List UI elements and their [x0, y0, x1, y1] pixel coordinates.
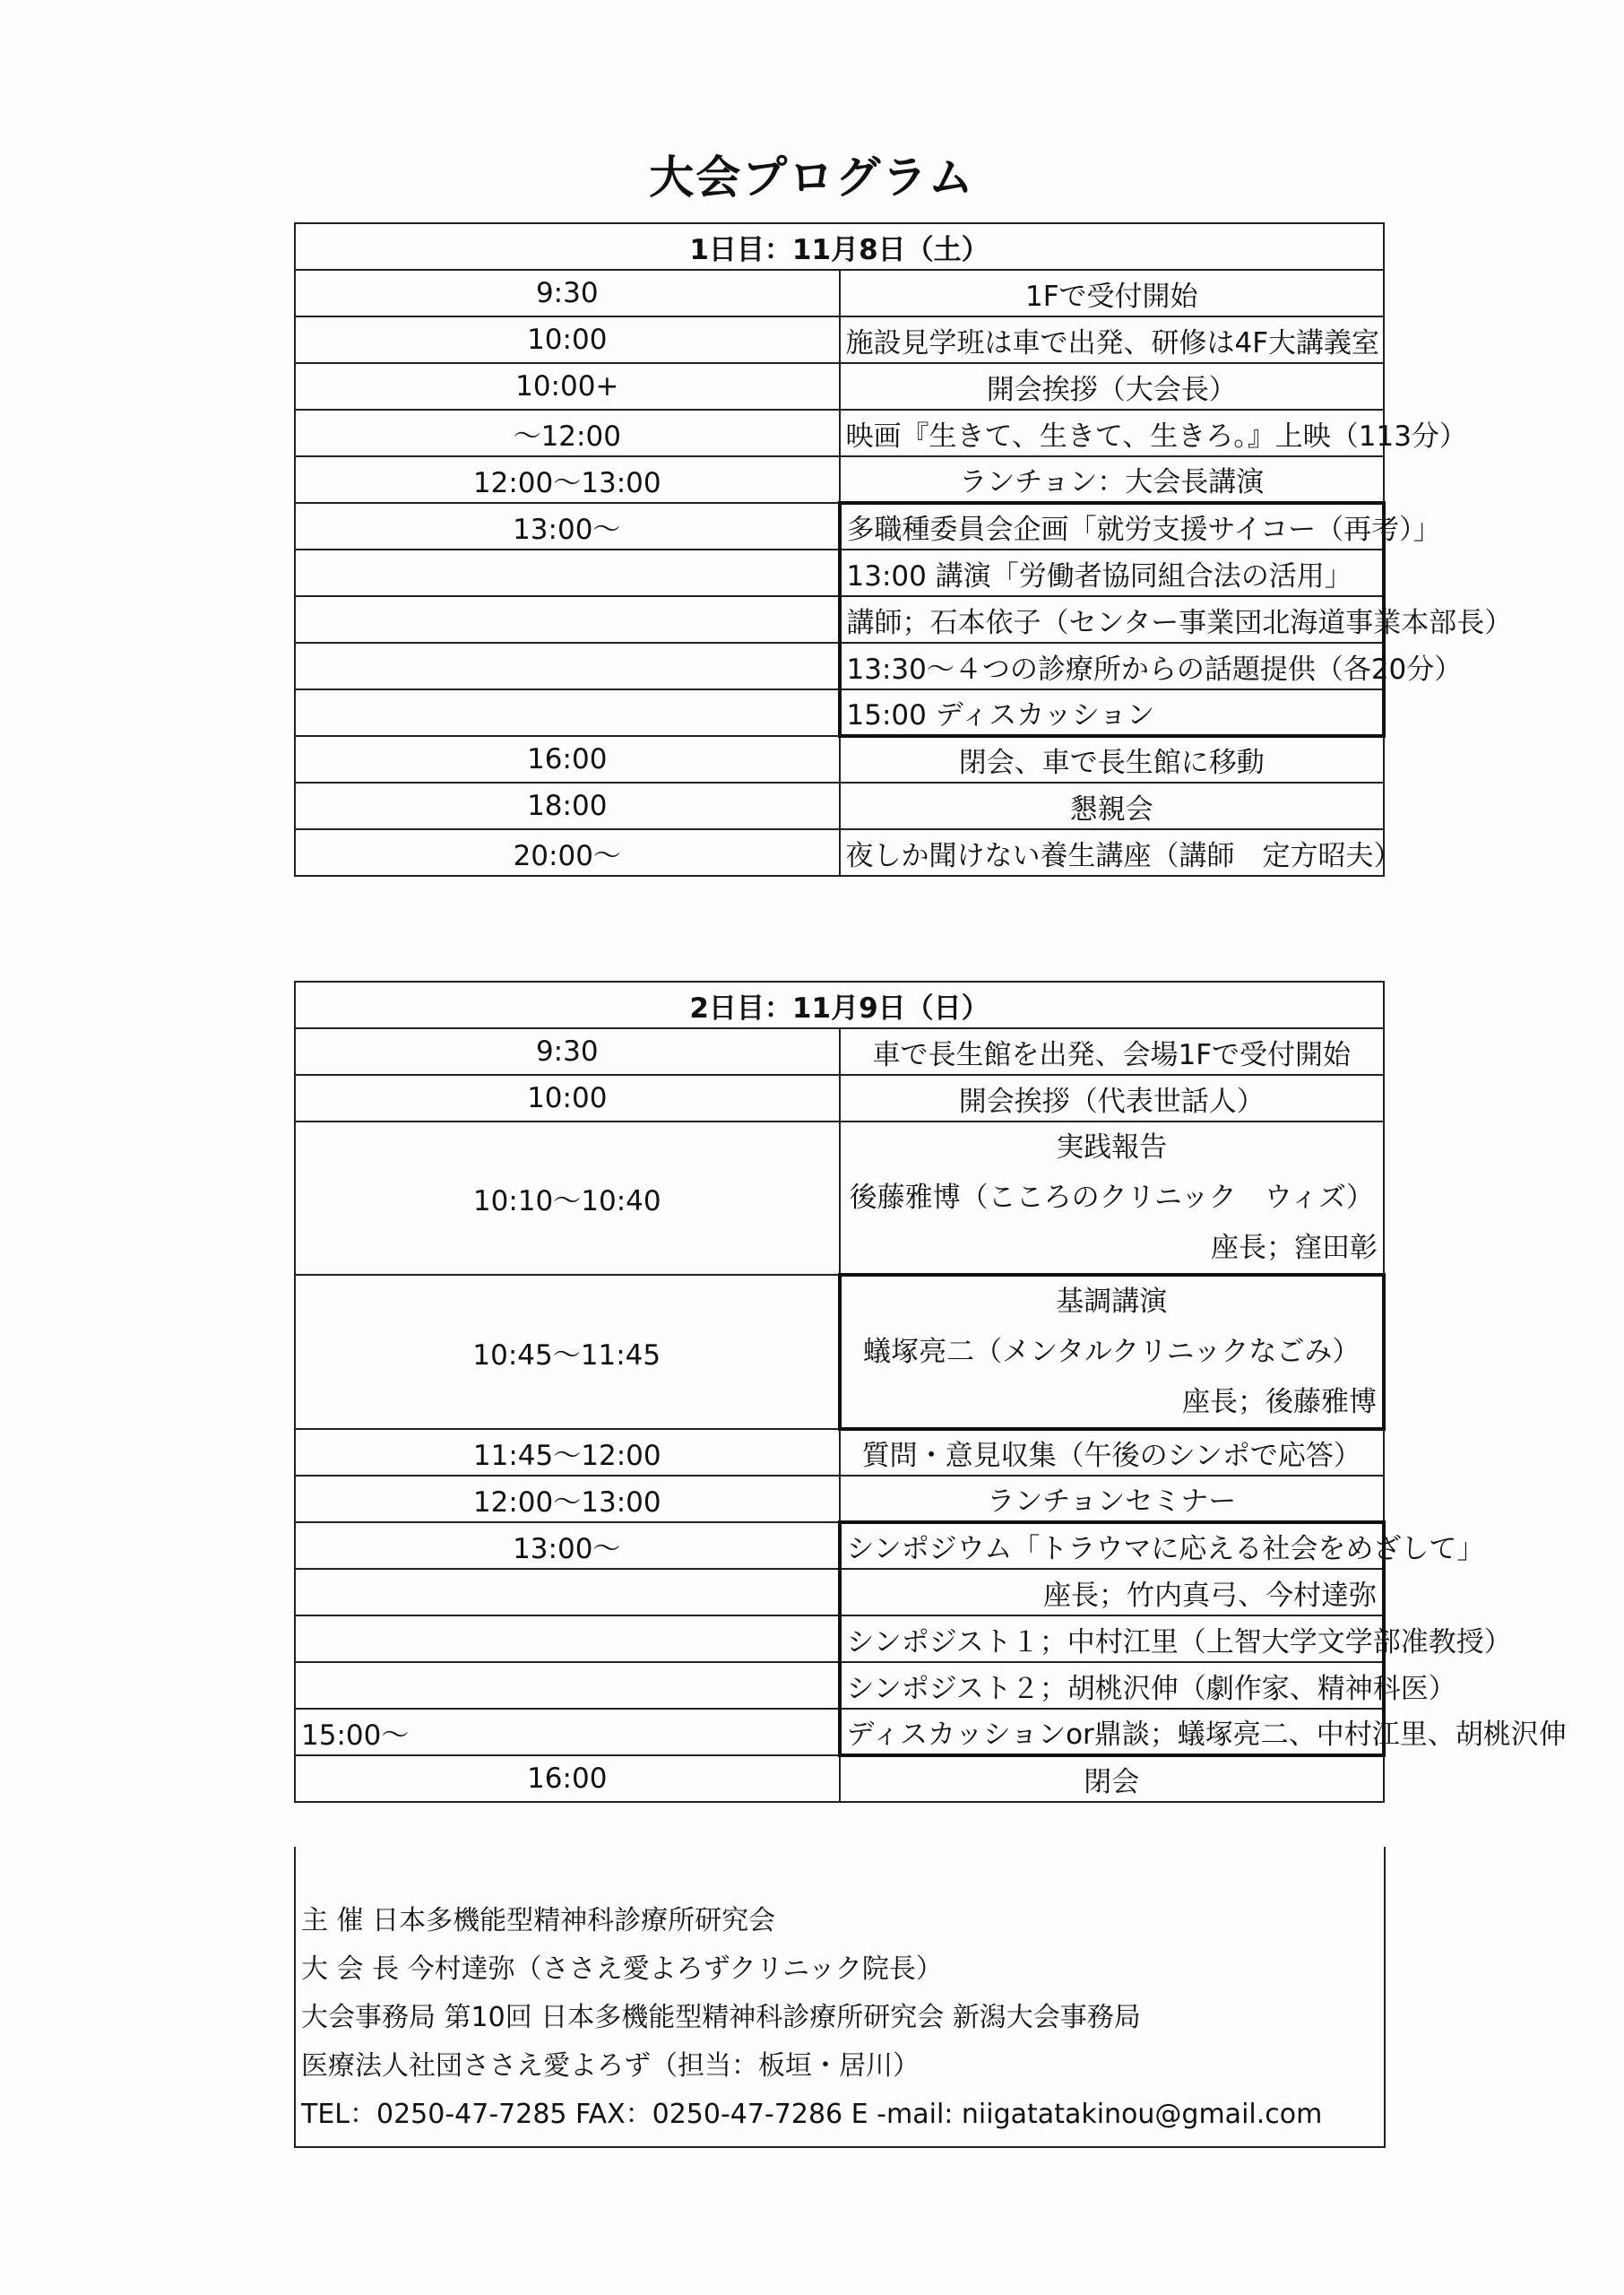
- event-cell: シンポジスト２；胡桃沢伸（劇作家、精神科医）: [840, 1662, 1385, 1709]
- time-cell: ～12:00: [295, 410, 840, 456]
- secretariat-line: 大会事務局 第10回 日本多機能型精神科診療所研究会 新潟大会事務局: [301, 2002, 1141, 2033]
- event-cell: 座長；竹内真弓、今村達弥: [840, 1569, 1385, 1615]
- event-cell: ランチョンセミナー: [840, 1476, 1385, 1522]
- event-cell: 閉会、車で長生館に移動: [840, 736, 1385, 783]
- table-row: [295, 503, 1384, 550]
- event-cell: 映画『生きて、生きて、生きろ。』上映（113分）: [840, 410, 1385, 456]
- event-cell: 夜しか聞けない養生講座（講師 定方昭夫）: [840, 829, 1385, 876]
- time-cell: 18:00: [295, 783, 840, 829]
- organizer-info: [294, 1847, 1386, 2148]
- table-row: [295, 1075, 1384, 1122]
- table-row: [295, 596, 1384, 643]
- time-cell: 13:00～: [295, 503, 840, 550]
- session-speaker: 蟻塚亮二（メンタルクリニックなごみ）: [863, 1336, 1361, 1368]
- day1-header: 1日目：11月8日（土）: [295, 223, 1384, 270]
- time-cell: 10:00: [295, 1075, 840, 1122]
- time-cell: 12:00～13:00: [295, 456, 840, 503]
- table-row: [295, 1755, 1384, 1802]
- table-row: [295, 410, 1384, 456]
- time-cell: [295, 1569, 840, 1615]
- table-row: [295, 270, 1384, 316]
- table-row: [295, 1275, 1384, 1429]
- event-cell: 1Fで受付開始: [840, 270, 1385, 316]
- event-cell: 15:00 ディスカッション: [840, 689, 1385, 736]
- event-cell: 開会挨拶（代表世話人）: [840, 1075, 1385, 1122]
- table-row: [295, 316, 1384, 363]
- session-title: 基調講演: [1056, 1286, 1168, 1318]
- event-cell: ランチョン：大会長講演: [840, 456, 1385, 503]
- time-cell: 9:30: [295, 1028, 840, 1075]
- table-row: [295, 783, 1384, 829]
- time-cell: 16:00: [295, 1755, 840, 1802]
- table-row: [295, 363, 1384, 410]
- event-cell: 懇親会: [840, 783, 1385, 829]
- event-cell: ディスカッションor鼎談；蟻塚亮二、中村江里、胡桃沢伸: [840, 1709, 1385, 1755]
- session-chair: 座長；後藤雅博: [1182, 1386, 1377, 1418]
- day1-schedule-table: [294, 222, 1513, 877]
- event-cell: 質問・意見収集（午後のシンポで応答）: [840, 1429, 1385, 1476]
- table-row: [295, 550, 1384, 596]
- chairperson-line: 大 会 長 今村達弥（ささえ愛よろずクリニック院長）: [301, 1953, 943, 1985]
- table-row: [295, 1429, 1384, 1476]
- time-cell: 11:45～12:00: [295, 1429, 840, 1476]
- time-cell: 10:00+: [295, 363, 840, 410]
- event-cell: 開会挨拶（大会長）: [840, 363, 1385, 410]
- table-header-row: [295, 223, 1384, 270]
- time-cell: 10:10～10:40: [295, 1122, 840, 1275]
- event-cell: 施設見学班は車で出発、研修は4F大講義室: [840, 316, 1385, 363]
- organizer-line: 主 催 日本多機能型精神科診療所研究会: [301, 1905, 776, 1936]
- time-cell: [295, 550, 840, 596]
- event-cell: 13:30～４つの診療所からの話題提供（各20分）: [840, 643, 1385, 689]
- table-row: [295, 1615, 1384, 1662]
- time-cell: 10:00: [295, 316, 840, 363]
- contact-org-line: 医療法人社団ささえ愛よろず（担当：板垣・居川）: [301, 2050, 920, 2082]
- table-row: [295, 829, 1384, 876]
- time-cell: [295, 1662, 840, 1709]
- event-cell: シンポジウム「トラウマに応える社会をめざして」: [840, 1522, 1385, 1569]
- event-cell: 講師；石本依子（センター事業団北海道事業本部長）: [840, 596, 1385, 643]
- event-cell: シンポジスト１；中村江里（上智大学文学部准教授）: [840, 1615, 1385, 1662]
- session-speaker: 後藤雅博（こころのクリニック ウィズ）: [849, 1182, 1374, 1214]
- event-cell-multiline: [840, 1275, 1385, 1429]
- page-title: 大会プログラム: [649, 152, 975, 204]
- time-cell: 12:00～13:00: [295, 1476, 840, 1522]
- table-row: [295, 456, 1384, 503]
- table-row: [295, 1709, 1384, 1755]
- time-cell: [295, 1615, 840, 1662]
- table-row: [295, 1569, 1384, 1615]
- table-row: [295, 689, 1384, 736]
- event-cell: 13:00 講演「労働者協同組合法の活用」: [840, 550, 1385, 596]
- event-cell: 多職種委員会企画「就労支援サイコー（再考）」: [840, 503, 1385, 550]
- session-title: 実践報告: [1056, 1131, 1168, 1164]
- time-cell: 15:00～: [295, 1709, 840, 1755]
- time-cell: 9:30: [295, 270, 840, 316]
- table-row: [295, 1662, 1384, 1709]
- contact-details-line: TEL：0250-47-7285 FAX：0250-47-7286 E -mail: niigatatakinou@gmail.com: [301, 2099, 1323, 2130]
- time-cell: [295, 596, 840, 643]
- time-cell: [295, 689, 840, 736]
- table-row: [295, 1476, 1384, 1522]
- time-cell: 20:00～: [295, 829, 840, 876]
- time-cell: 13:00～: [295, 1522, 840, 1569]
- day2-schedule-table: [294, 981, 1567, 1803]
- table-row: [295, 643, 1384, 689]
- table-header-row: [295, 982, 1384, 1028]
- time-cell: [295, 643, 840, 689]
- table-row: [295, 736, 1384, 783]
- event-cell-multiline: [840, 1122, 1385, 1275]
- table-row: [295, 1122, 1384, 1275]
- time-cell: 10:45～11:45: [295, 1275, 840, 1429]
- table-row: [295, 1522, 1384, 1569]
- time-cell: 16:00: [295, 736, 840, 783]
- event-cell: 車で長生館を出発、会場1Fで受付開始: [840, 1028, 1385, 1075]
- session-chair: 座長；窪田彰: [1211, 1232, 1378, 1264]
- event-cell: 閉会: [840, 1755, 1385, 1802]
- table-row: [295, 1028, 1384, 1075]
- day2-header: 2日目：11月9日（日）: [295, 982, 1384, 1028]
